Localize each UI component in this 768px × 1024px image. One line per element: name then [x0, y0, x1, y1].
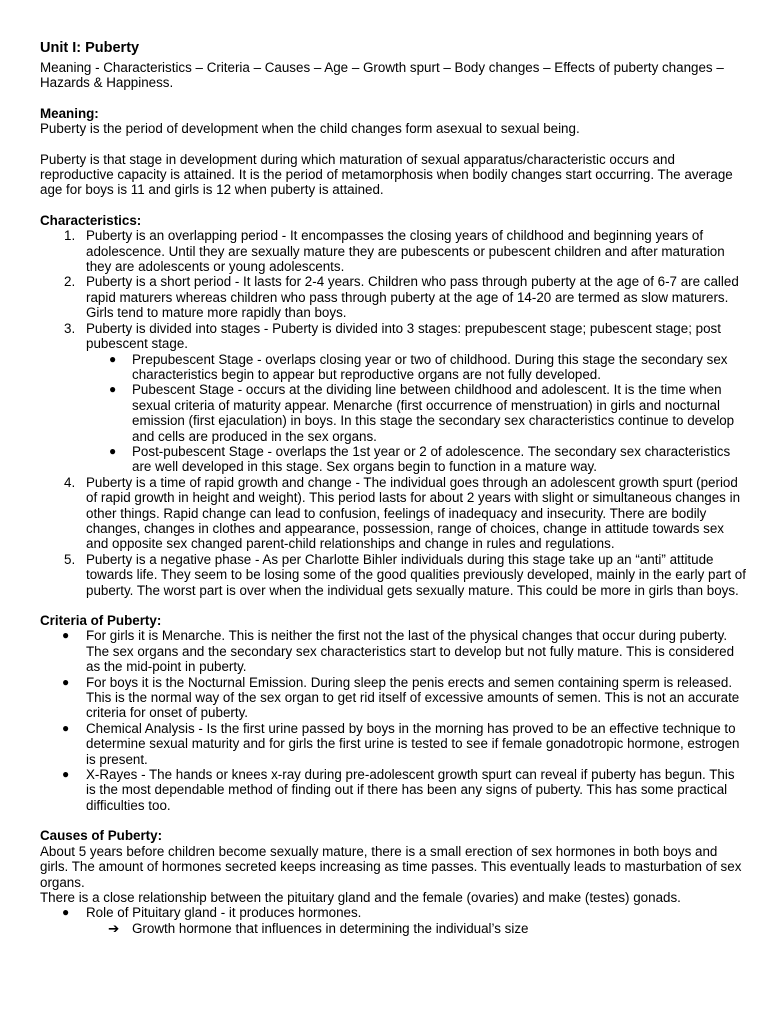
list-item	[40, 721, 746, 767]
criteria-list	[40, 628, 746, 813]
item-text: Post-pubescent Stage - overlaps the 1st year or 2 of adolescence. The secondary sex characteristics are well developed in this stage. Sex organs begin to function in a mature way.	[132, 443, 731, 475]
meaning-paragraph-1: Puberty is the period of development when the child changes form asexual to sexual being.	[40, 121, 580, 137]
list-item	[40, 921, 746, 936]
bullet-icon: ●	[109, 351, 117, 366]
item-text: Growth hormone that influences in determining the individual’s size	[132, 920, 529, 936]
list-item	[40, 444, 746, 475]
bullet-icon: ●	[109, 443, 117, 458]
page-title: Unit I: Puberty	[40, 40, 140, 56]
list-item	[40, 767, 746, 813]
bullet-icon: ●	[62, 674, 70, 689]
document-page	[40, 40, 746, 936]
bullet-icon: ●	[109, 382, 117, 397]
meaning-heading: Meaning:	[40, 105, 99, 121]
item-text: Pubescent Stage - occurs at the dividing line between childhood and adolescent. It is the time when sexual criteria of maturity appear. Menarche (first occurrence of menstruation) in girls and nocturnal emission (first ejaculation) in boys. In this stage the secondary sex characteristics continue to develop and cells are produced in the sex organs.	[132, 382, 735, 444]
item-text: Puberty is a short period - It lasts for 2-4 years. Children who pass through puberty at the age of 6-7 are called rapid maturers whereas children who pass through puberty at the age of 14-20 are termed as slow maturers. Girls tend to mature more rapidly than boys.	[86, 274, 739, 321]
causes-paragraph-2: There is a close relationship between the pituitary gland and the female (ovaries) and make (testes) gonads.	[40, 889, 681, 905]
list-item	[40, 228, 746, 274]
list-item	[40, 475, 746, 552]
bullet-icon: ●	[62, 767, 70, 782]
item-text: Prepubescent Stage - overlaps closing year or two of childhood. During this stage the secondary sex characteristics begin to appear but reproductive organs are not fully developed.	[132, 351, 728, 382]
list-item	[40, 382, 746, 444]
intro-text: Meaning - Characteristics – Criteria – Causes – Age – Growth spurt – Body changes – Effects of puberty changes – Hazards & Happiness.	[40, 60, 724, 91]
characteristics-list	[40, 228, 746, 598]
item-number: 1.	[64, 228, 76, 244]
bullet-icon: ●	[62, 628, 70, 643]
list-item	[40, 905, 746, 920]
stages-list	[40, 352, 746, 475]
list-item	[40, 628, 746, 674]
item-number: 5.	[64, 551, 76, 567]
list-item	[40, 274, 746, 320]
causes-heading: Causes of Puberty:	[40, 828, 163, 844]
bullet-icon: ●	[62, 905, 70, 920]
list-item	[40, 675, 746, 721]
list-item	[40, 321, 746, 475]
characteristics-heading: Characteristics:	[40, 212, 142, 228]
item-text: Puberty is a time of rapid growth and change - The individual goes through an adolescent growth spurt (period of rapid growth in height and weight). This period lasts for about 2 years with slight or simultaneous changes in other things. Rapid change can lead to confusion, feelings of inadequacy and insecurity. There are bodily changes, changes in clothes and appearance, possession, range of choices, change in attitude towards sex and opposite sex changed parent-child relationships and change in rules and regulations.	[86, 474, 741, 552]
list-item	[40, 552, 746, 598]
criteria-heading: Criteria of Puberty:	[40, 613, 162, 628]
arrow-icon: ➔	[108, 920, 120, 936]
item-text: Puberty is a negative phase - As per Charlotte Bihler individuals during this stage take up an “anti” attitude towards life. They seem to be losing some of the good qualities previously developed, mainly in the early part of puberty. The worst part is over when the individual gets sexually mature. This could be more in girls than boys.	[86, 551, 746, 598]
causes-sublist	[40, 921, 746, 936]
item-text: Puberty is divided into stages - Puberty is divided into 3 stages: prepubescent stage; pubescent stage; post pubescent stage.	[86, 320, 721, 352]
item-number: 3.	[64, 320, 76, 336]
causes-list	[40, 905, 746, 920]
item-text: Chemical Analysis - Is the first urine passed by boys in the morning has proved to be an effective technique to determine sexual maturity and for girls the first urine is tested to see if female gonadotropic hormone, estrogen is present.	[86, 720, 740, 767]
item-text: For boys it is the Nocturnal Emission. During sleep the penis erects and semen containing sperm is released. This is the normal way of the sex organ to get rid itself of excessive amounts of semen. This is not an accurate criteria for onset of puberty.	[86, 674, 740, 721]
item-text: For girls it is Menarche. This is neither the first not the last of the physical changes that occur during puberty. The sex organs and the secondary sex characteristics start to develop but not fully mature. This is considered as the mid-point in puberty.	[86, 628, 735, 675]
item-text: X-Rayes - The hands or knees x-ray during pre-adolescent growth spurt can reveal if puberty has begun. This is the most dependable method of finding out if there has been any signs of puberty. This has some practical difficulties too.	[86, 767, 735, 813]
item-number: 4.	[64, 474, 76, 490]
item-text: Role of Pituitary gland - it produces hormones.	[86, 905, 362, 921]
list-item	[40, 352, 746, 383]
bullet-icon: ●	[62, 720, 70, 735]
item-text: Puberty is an overlapping period - It encompasses the closing years of childhood and beginning years of adolescence. Until they are sexually mature they are pubescents or pubescent children and after maturation they are adolescents or young adolescents.	[86, 228, 725, 275]
causes-paragraph-1: About 5 years before children become sexually mature, there is a small erection of sex hormones in both boys and girls. The amount of hormones secreted keeps increasing as time passes. This eventually leads to masturbation of sex organs.	[40, 843, 742, 890]
item-number: 2.	[64, 274, 76, 290]
meaning-paragraph-2: Puberty is that stage in development during which maturation of sexual apparatus/characteristic occurs and reproductive capacity is attained. It is the period of metamorphosis when bodily changes start occurring. The average age for boys is 11 and girls is 12 when puberty is attained.	[40, 151, 733, 198]
